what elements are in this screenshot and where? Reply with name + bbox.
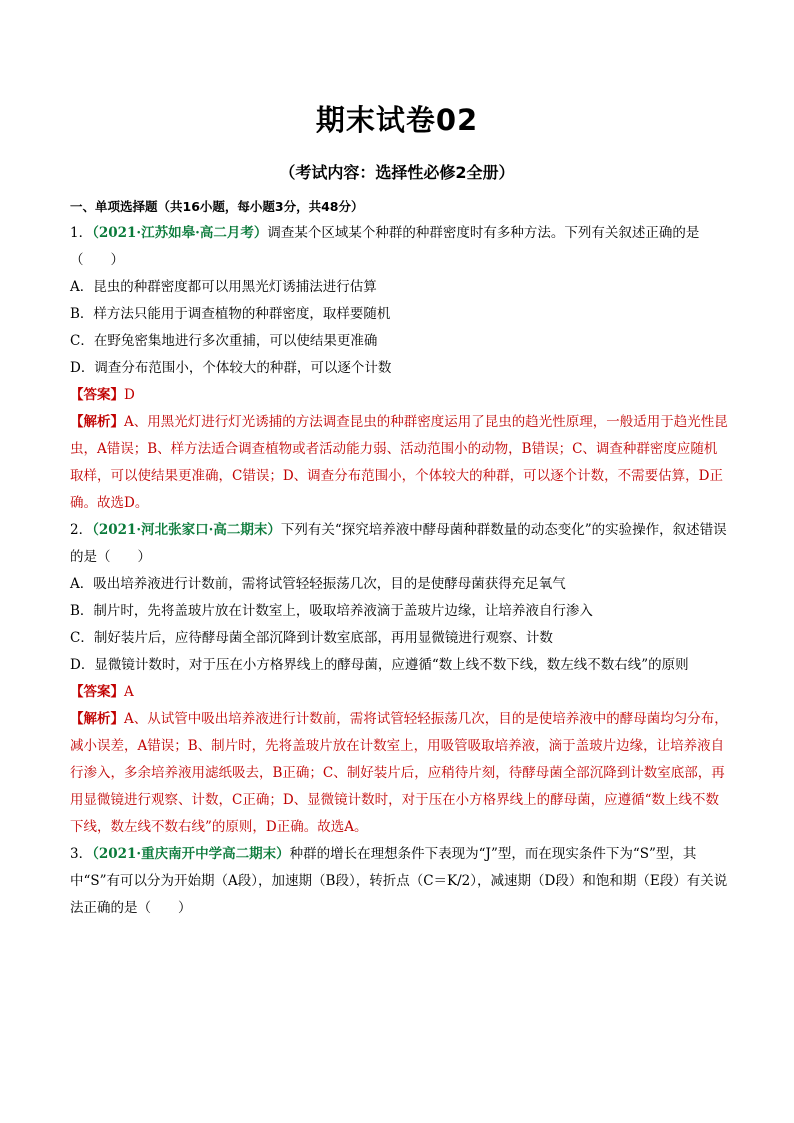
option-b: B．制片时，先将盖玻片放在计数室上，吸取培养液滴于盖玻片边缘，让培养液自行渗入 bbox=[70, 603, 593, 619]
analysis-label: 【解析】 bbox=[70, 711, 124, 727]
question-number: 3． bbox=[70, 846, 93, 862]
analysis-label: 【解析】 bbox=[70, 414, 124, 430]
answer bbox=[70, 679, 730, 706]
question-number: 2． bbox=[70, 522, 93, 538]
option-d: D．调查分布范围小，个体较大的种群，可以逐个计数 bbox=[70, 360, 392, 376]
question-stem bbox=[70, 517, 730, 571]
analysis-text: A、用黑光灯进行灯光诱捕的方法调查昆虫的种群密度运用了昆虫的趋光性原理，一般适用于趋光性昆虫，A错误；B、样方法适合调查植物或者活动能力弱、活动范围小的动物，B错误；C、调查种群密度应随机取样，可以使结果更准确，C错误；D、调查分布范围小，个体较大的种群，可以逐个计数，不需要估算，D正确。故选D。 bbox=[70, 414, 728, 511]
analysis bbox=[70, 409, 730, 517]
question-text: 下列有关“探究培养液中酵母菌种群数量的动态变化”的实验操作，叙述错误的是（ ） bbox=[70, 522, 727, 565]
answer-label: 【答案】 bbox=[70, 684, 124, 700]
question-source: （2021·河北张家口·高二期末） bbox=[92, 522, 281, 538]
answer bbox=[70, 382, 730, 409]
question-text: 调查某个区域某个种群的种群密度时有多种方法。下列有关叙述正确的是（ ） bbox=[70, 225, 700, 268]
option-d: D．显微镜计数时，对于压在小方格界线上的酵母菌，应遵循“数上线不数下线，数左线不数右线”的原则 bbox=[70, 657, 689, 673]
option-c: C．在野兔密集地进行多次重捕，可以使结果更准确 bbox=[70, 333, 378, 349]
question-text: 种群的增长在理想条件下表现为“J”型，而在现实条件下为“S”型，其中“S”有可以分为开始期（A段），加速期（B段），转折点（C＝K/2），减速期（D段）和饱和期（E段）有关说法正确的是（ ） bbox=[70, 846, 728, 916]
document-body bbox=[70, 196, 730, 922]
option-a: A．昆虫的种群密度都可以用黑光灯诱捕法进行估算 bbox=[70, 279, 377, 295]
question-source: （2021·重庆南开中学高二期末） bbox=[92, 846, 290, 862]
question-1 bbox=[70, 220, 730, 517]
answer-label: 【答案】 bbox=[70, 387, 124, 403]
question-2 bbox=[70, 517, 730, 841]
page-subtitle: （考试内容：选择性必修2全册） bbox=[279, 163, 515, 182]
option-c: C．制好装片后，应待酵母菌全部沉降到计数室底部，再用显微镜进行观察、计数 bbox=[70, 630, 553, 646]
option-a: A．吸出培养液进行计数前，需将试管轻轻振荡几次，目的是使酵母菌获得充足氧气 bbox=[70, 576, 566, 592]
answer-value: D bbox=[124, 387, 135, 403]
option-b: B．样方法只能用于调查植物的种群密度，取样要随机 bbox=[70, 306, 391, 322]
page-title: 期末试卷02 bbox=[315, 103, 479, 137]
answer-value: A bbox=[124, 684, 134, 700]
analysis-text: A、从试管中吸出培养液进行计数前，需将试管轻轻振荡几次，目的是使培养液中的酵母菌均匀分布，减小误差，A错误；B、制片时，先将盖玻片放在计数室上，用吸管吸取培养液，滴于盖玻片边缘，让培养液自行渗入，多余培养液用滤纸吸去，B正确；C、制好装片后，应稍待片刻，待酵母菌全部沉降到计数室底部，再用显微镜进行观察、计数，C正确；D、显微镜计数时，对于压在小方格界线上的酵母菌，应遵循“数上线不数下线，数左线不数右线”的原则，D正确。故选A。 bbox=[70, 711, 728, 835]
question-stem bbox=[70, 220, 730, 274]
analysis bbox=[70, 706, 730, 841]
question-source: （2021·江苏如皋·高二月考） bbox=[92, 225, 268, 241]
question-number: 1． bbox=[70, 225, 93, 241]
question-stem bbox=[70, 841, 730, 922]
question-3 bbox=[70, 841, 730, 922]
section-heading: 一、单项选择题（共16小题，每小题3分，共48分） bbox=[70, 199, 364, 214]
